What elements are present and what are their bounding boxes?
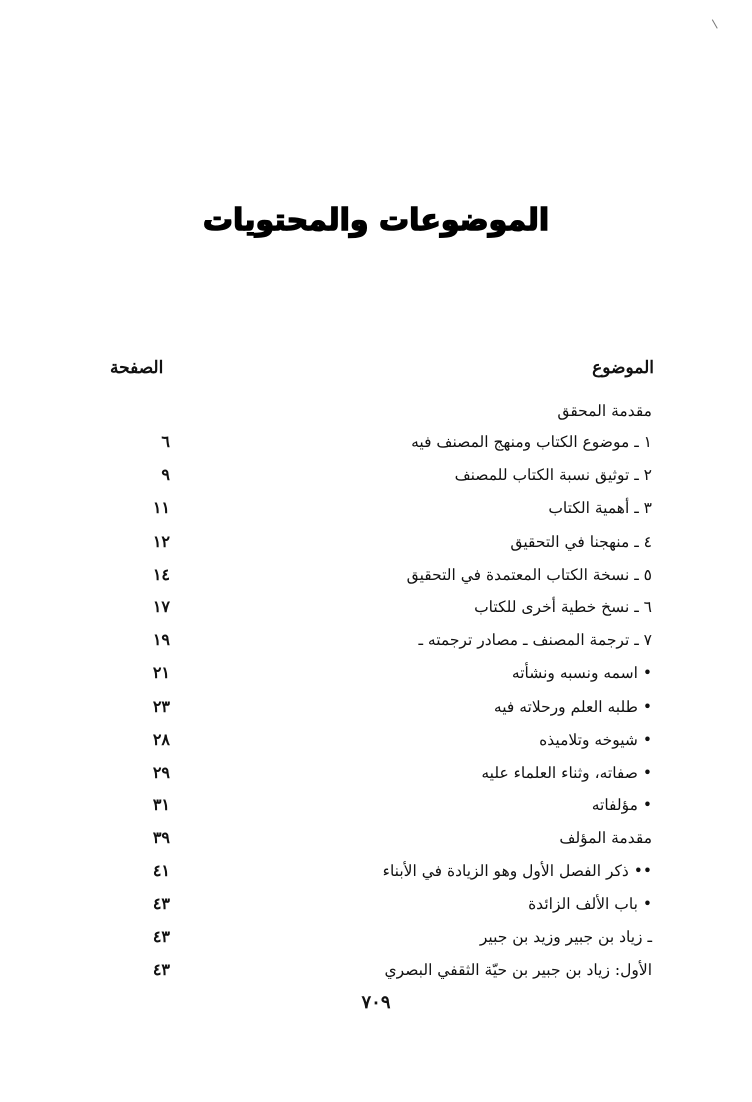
toc-row <box>0 725 752 755</box>
toc-page-number: ١٩ <box>152 630 170 649</box>
toc-row <box>0 856 752 886</box>
toc-page-number: ٤٣ <box>152 927 170 946</box>
toc-row <box>0 692 752 722</box>
toc-topic: ـ زياد بن جبير وزيد بن جبير <box>479 928 652 946</box>
toc-topic: • اسمه ونسبه ونشأته <box>511 664 652 682</box>
toc-topic: • مؤلفاته <box>591 796 652 814</box>
toc-row <box>0 889 752 919</box>
toc-row <box>0 658 752 688</box>
toc-page-number: ٢٣ <box>152 697 170 716</box>
toc-row <box>0 427 752 457</box>
toc-page-number: ٣٩ <box>152 828 170 847</box>
toc-row <box>0 493 752 523</box>
toc-page-number: ١٢ <box>152 532 170 551</box>
toc-row <box>0 560 752 590</box>
toc-row <box>0 625 752 655</box>
toc-page-number: ١٧ <box>152 597 170 616</box>
toc-topic: • صفاته، وثناء العلماء عليه <box>481 764 652 782</box>
toc-page-number: ٤٣ <box>152 960 170 979</box>
toc-row <box>0 758 752 788</box>
toc-topic: ٥ ـ نسخة الكتاب المعتمدة في التحقيق <box>406 566 652 584</box>
toc-page-number: ٢٩ <box>152 763 170 782</box>
toc-row <box>0 527 752 557</box>
toc-row <box>0 396 752 426</box>
toc-topic: ٦ ـ نسخ خطية أخرى للكتاب <box>474 598 652 616</box>
toc-row <box>0 592 752 622</box>
toc-topic: • باب الألف الزائدة <box>528 895 652 913</box>
toc-topic: مقدمة المحقق <box>557 402 652 420</box>
toc-topic: •• ذكر الفصل الأول وهو الزيادة في الأبناء <box>382 862 652 880</box>
toc-topic: ٧ ـ ترجمة المصنف ـ مصادر ترجمته ـ <box>418 631 652 649</box>
toc-topic: مقدمة المؤلف <box>559 829 652 847</box>
toc-row <box>0 460 752 490</box>
toc-page-number: ٢٨ <box>152 730 170 749</box>
toc-row <box>0 922 752 952</box>
toc-topic: ٢ ـ توثيق نسبة الكتاب للمصنف <box>454 466 652 484</box>
toc-row <box>0 955 752 985</box>
toc-row <box>0 790 752 820</box>
topic-column-header: الموضوع <box>592 358 654 378</box>
toc-page-number: ٤٣ <box>152 894 170 913</box>
page-number: ٧٠٩ <box>361 992 391 1013</box>
page-column-header: الصفحة <box>110 358 164 378</box>
toc-page-number: ١١ <box>152 498 170 517</box>
corner-mark <box>712 17 721 28</box>
toc-topic: ٣ ـ أهمية الكتاب <box>548 499 652 517</box>
toc-page-number: ١٤ <box>152 565 170 584</box>
toc-page-number: ٦ <box>161 432 170 451</box>
toc-page-number: ٢١ <box>152 663 170 682</box>
page-title: الموضوعات والمحتويات <box>202 203 550 238</box>
toc-topic: • طلبه العلم ورحلاته فيه <box>493 698 652 716</box>
toc-page-number: ٤١ <box>152 861 170 880</box>
toc-topic: الأول: زياد بن جبير بن حيّة الثقفي البصري <box>384 961 652 979</box>
toc-topic: ٤ ـ منهجنا في التحقيق <box>510 533 652 551</box>
toc-row <box>0 823 752 853</box>
toc-topic: • شيوخه وتلاميذه <box>539 731 652 749</box>
toc-page-number: ٣١ <box>152 795 170 814</box>
toc-page-number: ٩ <box>161 465 170 484</box>
toc-topic: ١ ـ موضوع الكتاب ومنهج المصنف فيه <box>411 433 652 451</box>
